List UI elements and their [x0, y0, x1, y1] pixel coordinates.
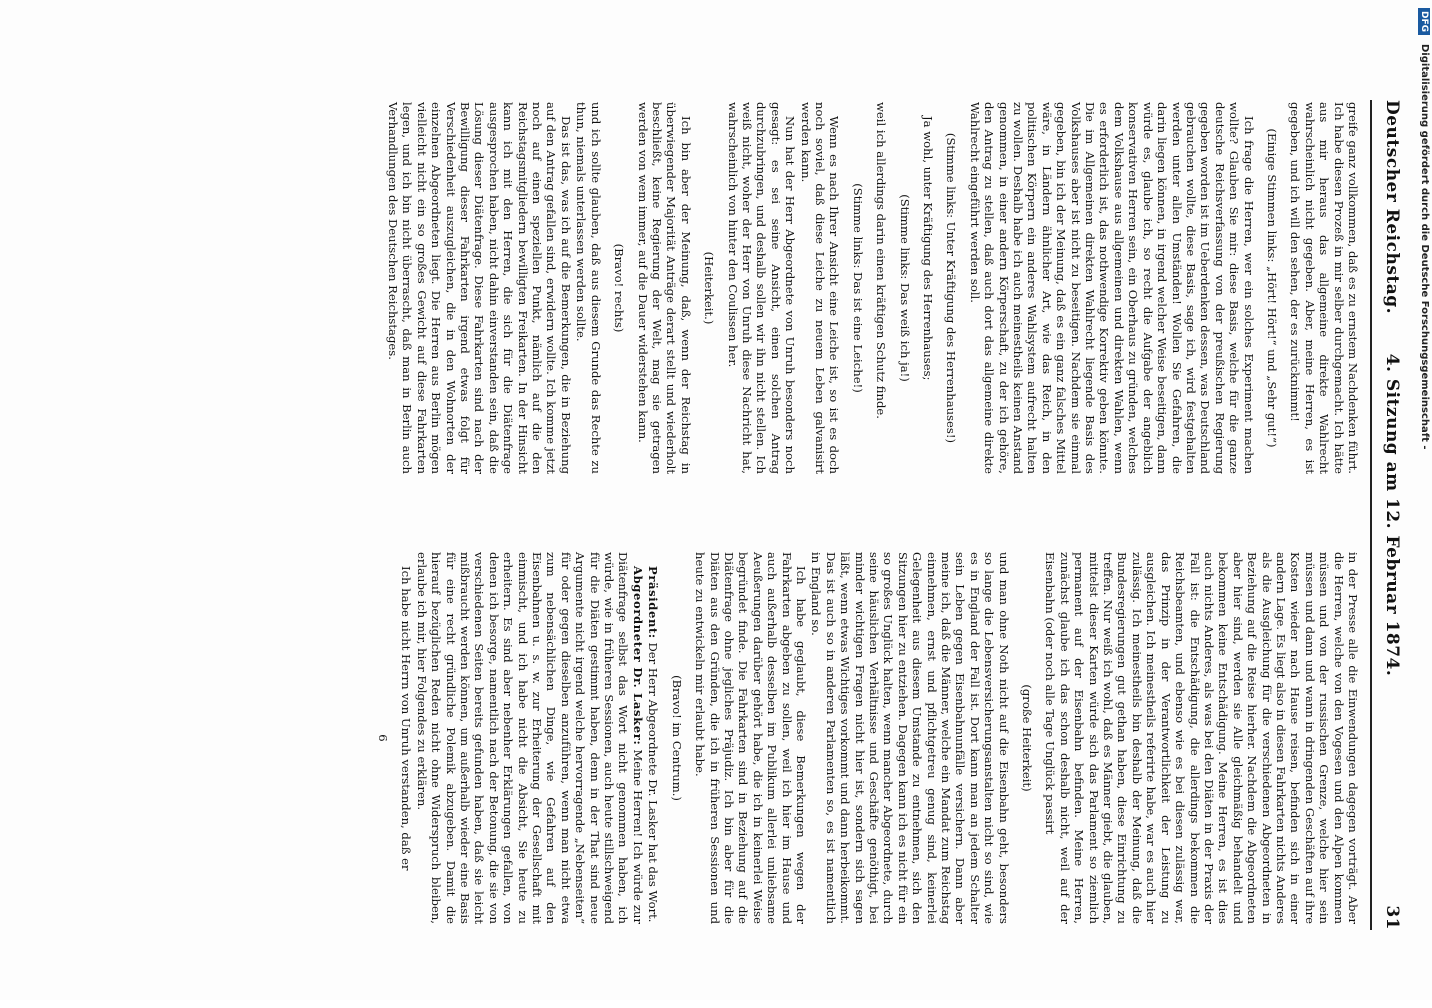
- paragraph: und man ohne Noth nicht auf die Eisenbahn geht, besonders so lange die Lebensversicherungsanstalten nicht so sind, wie es in England der Fall ist. Dort kann man an jedem Schalter sein Leben gegen Eisenbahnunfälle versichern. Dann aber meine ich, daß die Männer, welche ein Mandat zum Reichstag einnehmen, ernst und pflichtgetreu genug sind, keinerlei Gelegenheit aus diesem Umstande zu entnehmen, sich den Sitzungen hier zu entziehen. Dagegen kann ich es nicht für ein so großes Unglück halten, wenn mancher Abgeordnete, durch seine häuslichen Verhältnisse und Geschäfte genöthigt, bei minder wichtigen Fragen nicht hier ist, sondern sich sagen läßt, wenn etwas Wichtiges vorkommt und dann herbeikommt. Das ist auch so in anderen Parlamenten so, es ist namentlich in England so.: [809, 552, 1011, 924]
- header-session: 4. Sitzung am 12. Februar 1874.: [1382, 353, 1402, 677]
- paragraph: Wenn es nach Ihrer Ansicht eine Leiche ist, so ist es doch noch soviel, daß diese Leiche zu neuem Leben galvanisirt werden kann.: [798, 102, 842, 474]
- paragraph: weil ich allerdings darin einen kräftigen Schutz finde.: [874, 102, 889, 419]
- paragraph: Ich frage die Herren, wer ein solches Experiment machen wollte? Glauben Sie mir: diese Basis, welche für die ganze deutsche Reichsverfassung von der preußischen Regierung gegeben worden ist im Ueberdenken dessen, was Deutschland gebrauchen wollte, diese Basis, sage ich, wird festgehalten werden unter allen Umständen! Wollen Sie Gefahren, die darin liegen können, in irgend welcher Weise beseitigen, dann würde es, glaube ich, so recht die Aufgabe der angeblich konservativen Herren sein, ein Oberhaus zu gründen, welches dem Volkshause aus allgemeinen und direkten Wahlen, wenn es erforderlich ist, das nothwendige Korrektiv geben könnte. Die im Allgemeinen direkten Wahlrecht liegende Basis des Volkshauses aber ist nicht zu beseitigen. Nachdem sie einmal gegeben, bin ich der Meinung, daß es ein ganz falsches Mittel wäre, in Ländern ähnlicher Art, wie das Reich, in den politischen Körpern ein anderes Wahlsystem aufrecht halten zu wollen. Deshalb habe ich auch meinestheils keinen Anstand genommen, in einer andern Körperschaft, zu der ich gehöre, den Antrag zu stellen, daß auch dort das allgemeine direkte Wahlrecht eingeführt werden soll.: [967, 102, 1256, 474]
- paragraph: in der Presse alle die Einwendungen dagegen vorträgt. Aber die Herren, welche von den Vogesen und den Alpen kommen müssen und von der russischen Grenze, welche hier sein müssen und dann und wann in dringenden Geschäften auf ihre Kosten wieder nach Hause reisen, befinden sich in einer andern Lage. Es liegt also in diesen Fahrkarten nichts Anderes als die Ausgleichung für die verschiedenen Abgeordneten in Beziehung auf die Reise hierher. Nachdem die Abgeordneten aber hier sind, werden sie Alle gleichmäßig behandelt und bekommen keine Entschädigung. Meine Herren, es ist dies auch nichts Anderes, als was bei den Diäten in der Praxis der Fall ist: die Entschädigung, die allerdings bekommen die Reichsbeamten, und ebenso wie es bei diesen zulässig war, das Prinzip in der Verantwortlichkeit der Leistung zu ausgleichen. Ich meinestheils referirte habe, war es auch hier zulässig. Ich meinestheils bin deshalb der Meinung, daß die Bundesregierungen gut gethan haben, diese Einrichtung zu treffen. Nur weiß ich wohl, daß es Männer giebt, die glauben, mittelst dieser Karten würde sich das Parlament so ziemlich permanent auf der Eisenbahn befinden. Meine Herren, zunächst glaube ich das schon deshalb nicht, weil auf der Eisenbahn (oder noch alle Tage Unglück passirt: [1043, 552, 1360, 924]
- lasker-paragraph: [414, 552, 645, 924]
- digitization-note: [1412, 8, 1430, 1008]
- paragraph: Ich habe geglaubt, diese Bemerkungen wegen der Fahrkarten abgeben zu sollen, weil ich hier im Hause und auch außerhalb desselben im Publikum allerlei unliebsame Aeußerungen darüber gehört habe, die ich in keinerlei Weise begründet finde. Die Fahrkarten sind in Beziehung auf die Diätenfrage ohne jegliches Präjudiz. Ich bin aber für die Diäten aus den Gründen, die ich in früheren Sessionen und heute zu entwickeln mir erlaubt habe.: [693, 552, 808, 924]
- remark: (Einige Stimmen links: „Hört! Hört!“ und „Sehr gut!“): [1264, 128, 1279, 448]
- page-header: [1370, 100, 1412, 930]
- speaker-text: Meine Herren! Ich würde zur Diätenfrage selbst das Wort nicht genommen haben, ich würde, wie in früheren Sessionen, auch heute stillschweigend für die Diäten gestimmt haben, denn in der That sind neue Argumente nicht irgend welche hervorragende „Nebenseiten“ für oder gegen dieselben anzuführen, wenn man nicht etwa zum nebensächlichen Dinge, wie Gefahren auf den Eisenbahnen u. s. w. zur Erheiterung der Gesellschaft mit einmischt, und ich habe nicht die Absicht, Sie heute zu erheitern. Es sind aber nebenher Erklärungen gefallen, von denen ich besorge, namentlich nach der Betonung, die sie von verschiedenen Seiten bereits gefunden haben, daß sie leicht mißbraucht werden können, um außerhalb wieder eine Basis für eine recht gründliche Polemik abzugeben. Damit die hierauf bezüglichen Reden nicht ohne Widerspruch bleiben, erlaube ich mir, hier Folgendes zu erklären.: [414, 552, 645, 924]
- remark: (Bravo! rechts): [612, 243, 627, 333]
- remark: (große Heiterkeit): [1020, 684, 1035, 792]
- president-paragraph: [646, 552, 660, 924]
- speaker-text: Der Herr Abgeordnete Dr. Lasker hat das Wort.: [646, 642, 661, 923]
- remark: (Stimme links: Unter Kräftigung des Herrenhauses!): [944, 132, 959, 444]
- speaker-label: Präsident:: [646, 566, 661, 639]
- paragraph: greife ganz vollkommen, daß es zu ernstem Nachdenken führt. Ich habe diesen Prozeß in mir selber durchgemacht. Ich hätte aus mir heraus das allgemeine direkte Wahlrecht wahrscheinlich nicht gegeben. Aber, meine Herren, es ist gegeben, und ich will den sehen, der es zurücknimmt!: [1288, 102, 1360, 474]
- paragraph: Das ist das, was ich auf die Bemerkungen, die in Beziehung auf den Antrag gefallen sind, erwidern wollte. Ich komme jetzt noch auf einen speziellen Punkt, nämlich auf die den Reichstagsmitgliedern bewilligten Freikarten. In der Hinsicht kann ich mit den Herren, die sich für die Diätenfrage ausgesprochen haben, nicht dahin einverstanden sein, daß die Lösung dieser Diätenfrage. Diese Fahrkarten sind nach der Bewilligung dieser Fahrkarten irgend etwas folgt für Verschiedenheit auszugleichen, die in den Wohnorten der einzelnen Abgeordneten liegt. Die Herren aus Berlin mögen vielleicht nicht ein so großes Gewicht auf diese Fahrkarten legen, und ich bin nicht überrascht, daß man in Berlin auch Verhandlungen des Deutschen Reichstages.: [386, 102, 573, 474]
- speaker-label: Abgeordneter Dr. Lasker:: [630, 566, 645, 746]
- paragraph: Ich habe nicht Herrn von Unruh verstanden, daß er: [399, 566, 414, 871]
- paragraph: Ja wohl, unter Kräftigung des Herrenhauses;: [921, 116, 936, 381]
- paragraph: Ich bin aber der Meinung, daß, wenn der Reichstag in überwiegender Majorität Anträge derart stellt und wiederholt beschließt, keine Regierung der Welt, mag sie getragen werden von wem immer, auf die Dauer widerstehen kann.: [635, 102, 693, 474]
- remark: (Stimme links: Das weiß ich ja!): [897, 194, 912, 382]
- dfg-logo: DFG: [1418, 8, 1430, 35]
- header-title: Deutscher Reichstag.: [1382, 100, 1402, 315]
- remark: (Heiterkeit.): [702, 251, 717, 325]
- digitization-text: Digitalisierung gefördert durch die Deutsche Forschungsgemeinschaft -: [1419, 44, 1430, 450]
- signature-mark: 6: [376, 734, 390, 742]
- left-column: [385, 102, 1360, 474]
- paragraph: und ich sollte glauben, daß aus diesem Grunde das Rechte zu thun, niemals unterlassen werden sollte.: [574, 102, 603, 474]
- page-number: 31: [1382, 905, 1402, 930]
- paragraph: Nun hat der Herr Abgeordnete von Unruh besonders noch gesagt: es sei seine Ansicht, einen solchen Antrag durchzubringen, und deshalb sollen wir ihn nicht stellen. Ich weiß nicht, woher der Herr von Unruh diese Nachricht hat, wahrscheinlich von hinter den Coulissen her.: [725, 102, 798, 474]
- remark: (Stimme links: Das ist eine Leiche!): [850, 183, 865, 393]
- remark: (Bravo! im Centrum.): [669, 675, 684, 801]
- right-column: [367, 552, 1360, 924]
